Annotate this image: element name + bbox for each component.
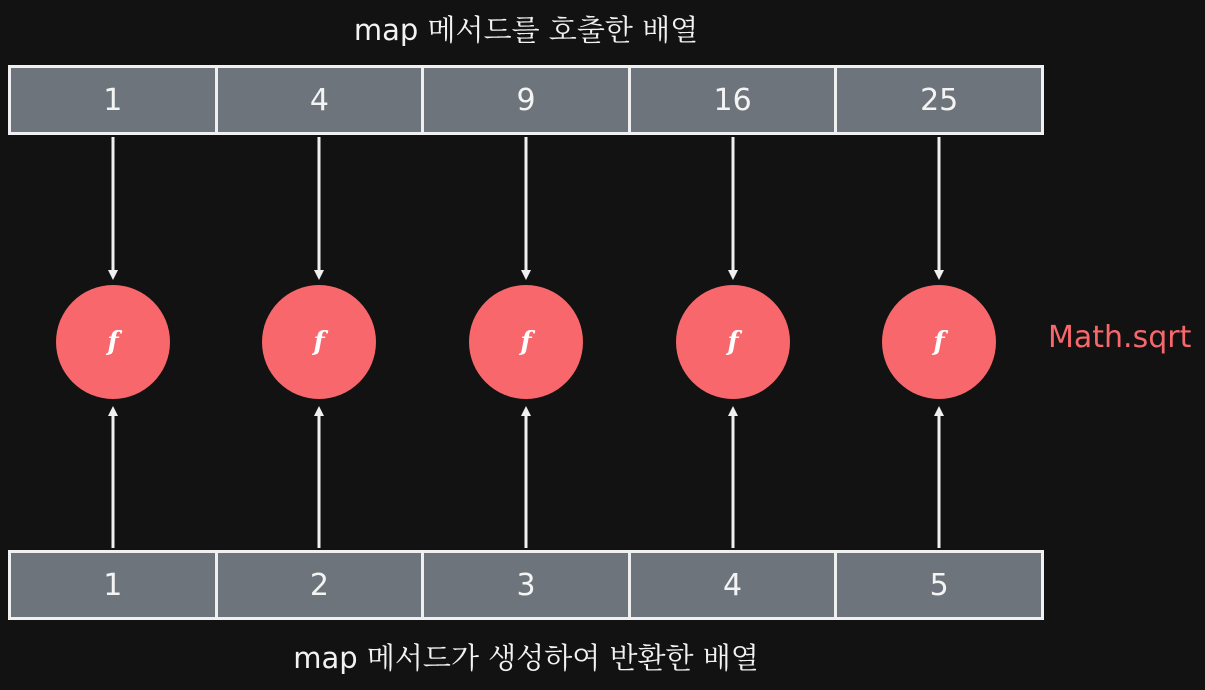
result-cell-5: 5	[834, 550, 1044, 620]
result-cell-2: 2	[215, 550, 425, 620]
result-cell-3: 3	[421, 550, 631, 620]
result-array	[8, 550, 1044, 620]
source-array-caption: map 메서드를 호출한 배열	[353, 13, 699, 47]
function-node-1: f	[56, 285, 170, 399]
function-node-2: f	[262, 285, 376, 399]
function-node-5: f	[882, 285, 996, 399]
function-node-4: f	[676, 285, 790, 399]
source-cell-3: 9	[421, 65, 631, 135]
source-cell-1: 1	[8, 65, 218, 135]
source-cell-2: 4	[215, 65, 425, 135]
result-cell-4: 4	[628, 550, 838, 620]
source-cell-4: 16	[628, 65, 838, 135]
source-cell-5: 25	[834, 65, 1044, 135]
result-cell-1: 1	[8, 550, 218, 620]
result-array-caption: map 메서드가 생성하여 반환한 배열	[293, 641, 759, 675]
function-node-3: f	[469, 285, 583, 399]
function-label: Math.sqrt	[1048, 320, 1192, 355]
